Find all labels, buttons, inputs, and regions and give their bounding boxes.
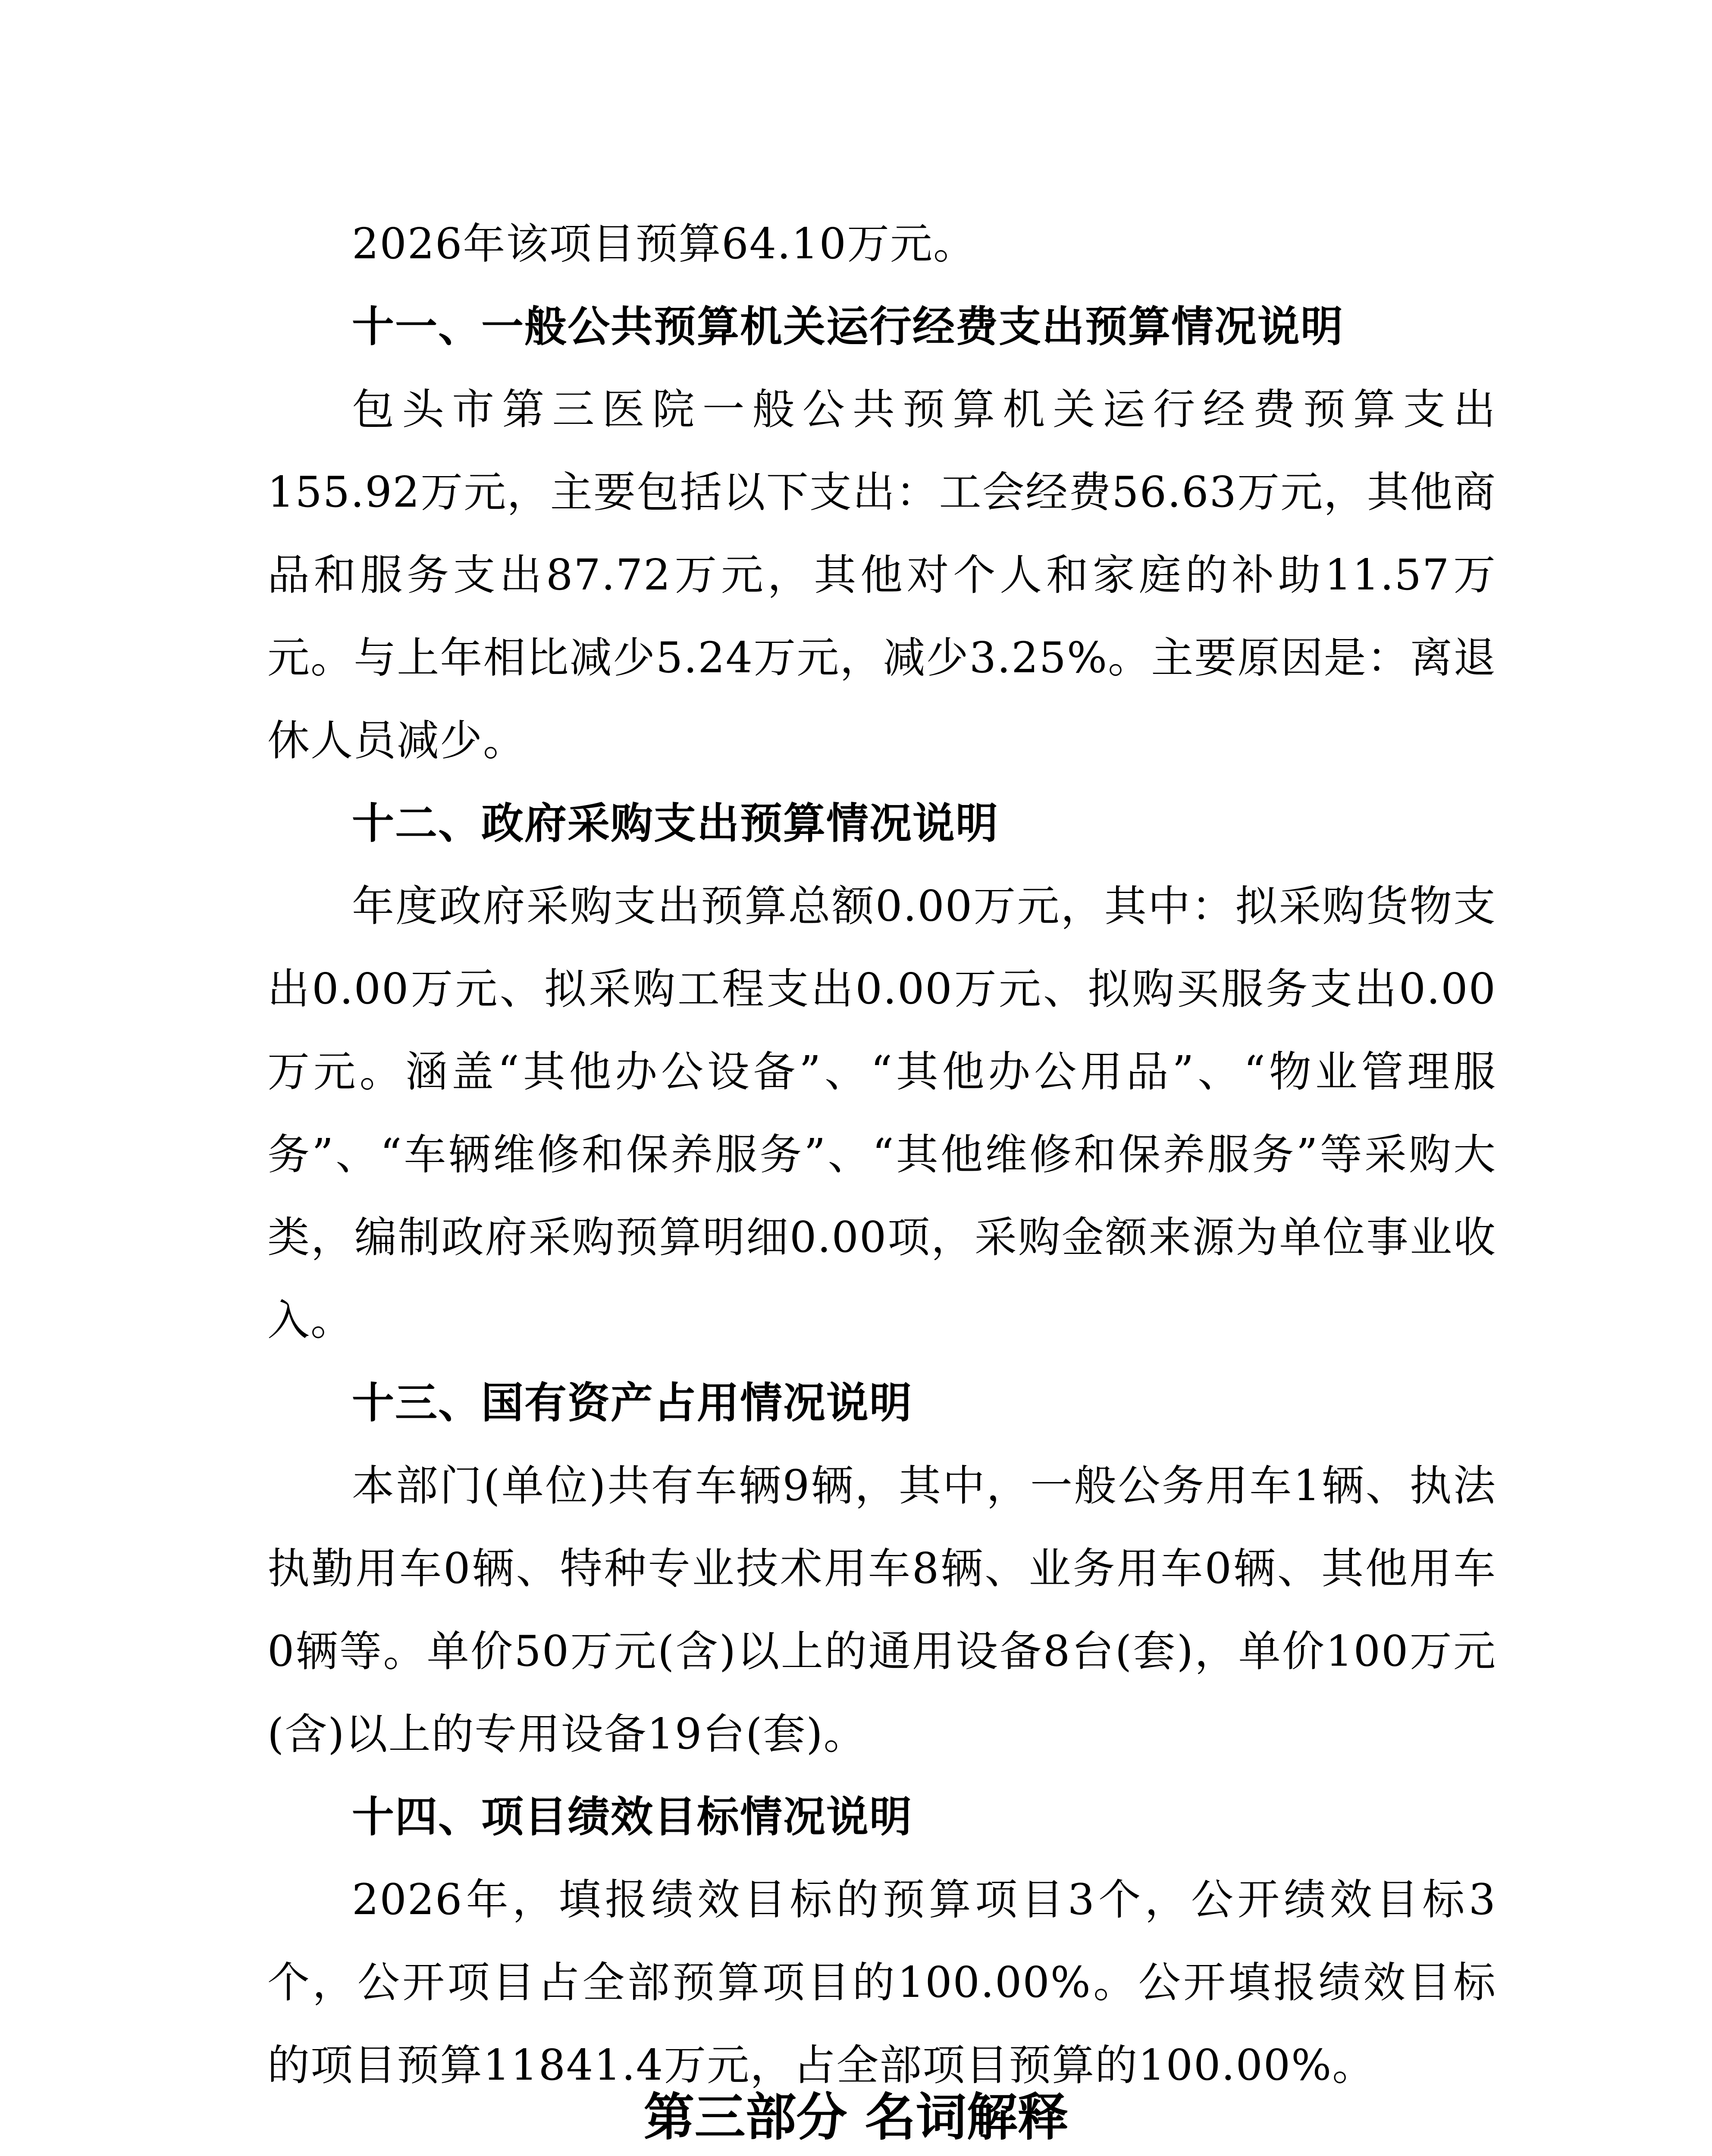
- paragraph-government-procurement: 年度政府采购支出预算总额0.00万元，其中：拟采购货物支出0.00万元、拟采购工程支出0.00万元、拟购买服务支出0.00万元。涵盖“其他办公设备”、“其他办公用品”、“物业管理服务”、“车辆维修和保养服务”、“其他维修和保养服务”等采购大类，编制政府采购预算明细0.00项，采购金额来源为单位事业收入。: [267, 882, 1496, 1345]
- paragraph-performance-targets: 2026年，填报绩效目标的预算项目3个，公开绩效目标3个，公开项目占全部预算项目的100.00%。公开填报绩效目标的项目预算11841.4万元，占全部项目预算的100.00%。: [267, 1875, 1496, 2090]
- section-heading-13: 十三、国有资产占用情况说明: [352, 1379, 913, 1428]
- part-title: 第三部分 名词解释: [643, 2087, 1069, 2147]
- section-heading-12: 十二、政府采购支出预算情况说明: [352, 799, 999, 848]
- document-body: [267, 203, 1496, 2107]
- paragraph-project-budget: 2026年该项目预算64.10万元。: [352, 219, 976, 269]
- section-heading-14: 十四、项目绩效目标情况说明: [352, 1792, 913, 1842]
- paragraph-operating-expenses: 包头市第三医院一般公共预算机关运行经费预算支出155.92万元，主要包括以下支出：工会经费56.63万元，其他商品和服务支出87.72万元，其他对个人和家庭的补助11.57万元。与上年相比减少5.24万元，减少3.25%。主要原因是：离退休人员减少。: [267, 385, 1496, 765]
- paragraph-state-assets: 本部门(单位)共有车辆9辆，其中，一般公务用车1辆、执法执勤用车0辆、特种专业技术用车8辆、业务用车0辆、其他用车0辆等。单价50万元(含)以上的通用设备8台(套)，单价100万元(含)以上的专用设备19台(套)。: [267, 1461, 1496, 1759]
- section-heading-11: 十一、一般公共预算机关运行经费支出预算情况说明: [352, 302, 1344, 351]
